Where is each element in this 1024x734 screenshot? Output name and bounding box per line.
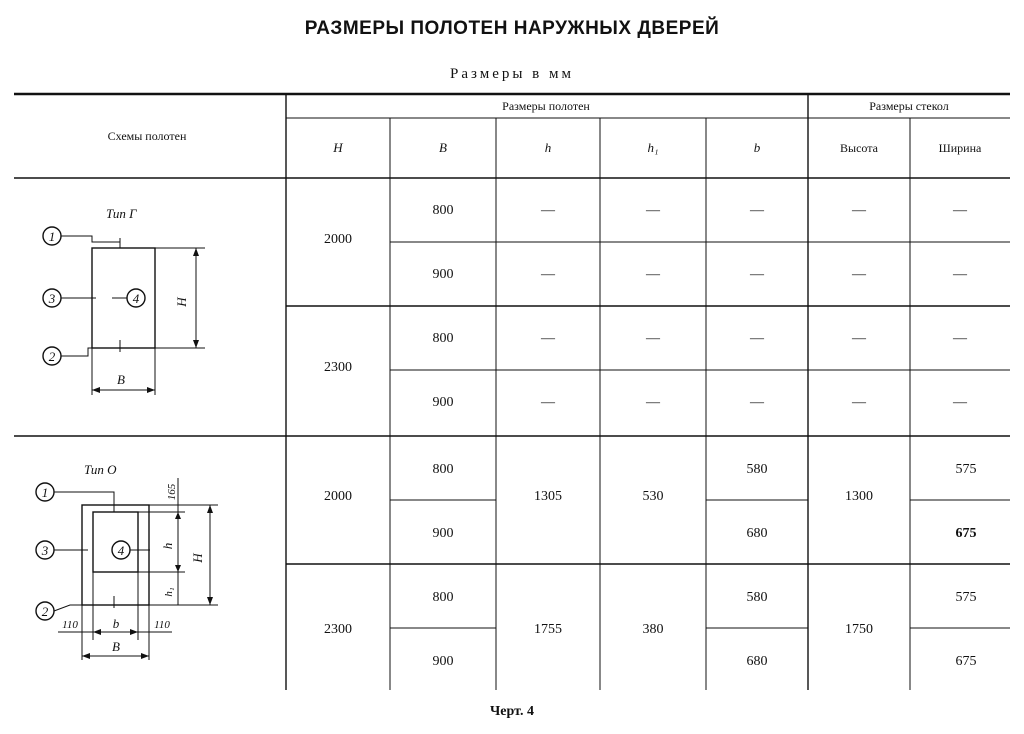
cell-empty: — — [750, 395, 764, 410]
cell-empty: — — [541, 331, 555, 346]
scheme-label: Тип О — [84, 462, 117, 477]
header-col-width: Ширина — [938, 141, 982, 155]
header-glass-sizes: Размеры стекол — [869, 99, 949, 113]
cell-b: 580 — [746, 590, 768, 605]
cell-empty: — — [646, 395, 660, 410]
cell-empty: — — [953, 203, 967, 218]
cell-glass-height: 1750 — [845, 622, 873, 637]
scheme-label: Тип Г — [106, 206, 137, 221]
cell-empty: — — [541, 203, 555, 218]
callout-2: 2 — [41, 604, 49, 619]
cell-b: 680 — [746, 526, 768, 541]
cell-H: 2000 — [324, 232, 352, 247]
cell-empty: — — [953, 267, 967, 282]
page-title: РАЗМЕРЫ ПОЛОТЕН НАРУЖНЫХ ДВЕРЕЙ — [304, 18, 720, 39]
glass-pane — [93, 512, 138, 572]
cell-empty: — — [750, 331, 764, 346]
header-schemes: Схемы полотен — [107, 129, 187, 143]
header-col-height: Высота — [840, 141, 878, 155]
dim-110-right-label: 110 — [154, 619, 170, 631]
cell-glass-width: 575 — [955, 462, 977, 477]
header-col-H: H — [333, 140, 343, 155]
cell-h1: 380 — [642, 622, 664, 637]
cell-empty: — — [750, 267, 764, 282]
callout-3: 3 — [48, 291, 56, 306]
cell-empty: — — [541, 267, 555, 282]
dim-h1-label: h₁ — [163, 587, 175, 597]
cell-empty: — — [953, 331, 967, 346]
cell-empty: — — [852, 395, 866, 410]
door-panel — [82, 505, 149, 605]
cell-B: 900 — [432, 526, 454, 541]
cell-empty: — — [646, 267, 660, 282]
header-col-B: B — [439, 140, 447, 155]
cell-h1: 530 — [642, 489, 664, 504]
cell-B: 800 — [432, 590, 454, 605]
units-note: Размеры в мм — [449, 66, 574, 82]
cell-h: 1755 — [534, 622, 562, 637]
dim-h-label: h — [160, 542, 175, 550]
dim-B-label: B — [112, 639, 120, 654]
dim-B-label: B — [117, 372, 125, 387]
cell-glass-height: 1300 — [845, 489, 873, 504]
dim-110-left-label: 110 — [62, 619, 78, 631]
cell-glass-width: 575 — [955, 590, 977, 605]
cell-empty: — — [852, 267, 866, 282]
header-col-h: h — [544, 140, 552, 155]
callout-1: 1 — [41, 485, 49, 500]
cell-B: 800 — [432, 203, 454, 218]
cell-glass-width: 675 — [955, 526, 977, 541]
callout-4: 4 — [132, 291, 140, 306]
cell-empty: — — [646, 203, 660, 218]
cell-empty: — — [646, 331, 660, 346]
dim-165-label: 165 — [166, 483, 178, 501]
cell-b: 680 — [746, 654, 768, 669]
cell-h: 1305 — [534, 489, 562, 504]
cell-B: 800 — [432, 331, 454, 346]
cell-H: 2300 — [324, 360, 352, 375]
dim-H-label: H — [190, 553, 205, 563]
figure-caption: Черт. 4 — [490, 704, 534, 719]
header-panel-sizes: Размеры полотен — [502, 99, 590, 113]
cell-B: 900 — [432, 395, 454, 410]
cell-B: 800 — [432, 462, 454, 477]
cell-empty: — — [852, 331, 866, 346]
callout-4: 4 — [117, 543, 125, 558]
cell-H: 2300 — [324, 622, 352, 637]
cell-empty: — — [541, 395, 555, 410]
header-col-b: b — [753, 140, 761, 155]
callout-1: 1 — [48, 229, 56, 244]
dim-H-label: H — [174, 297, 189, 307]
cell-empty: — — [750, 203, 764, 218]
cell-H: 2000 — [324, 489, 352, 504]
cell-empty: — — [852, 203, 866, 218]
cell-B: 900 — [432, 654, 454, 669]
cell-glass-width: 675 — [955, 654, 977, 669]
cell-empty: — — [953, 395, 967, 410]
callout-3: 3 — [41, 543, 49, 558]
scheme-type-o — [36, 462, 218, 660]
dim-b-label: b — [112, 616, 120, 631]
callout-2: 2 — [48, 349, 56, 364]
cell-b: 580 — [746, 462, 768, 477]
cell-B: 900 — [432, 267, 454, 282]
header-col-h1: h₁ — [647, 140, 659, 155]
scheme-type-g — [43, 206, 205, 395]
